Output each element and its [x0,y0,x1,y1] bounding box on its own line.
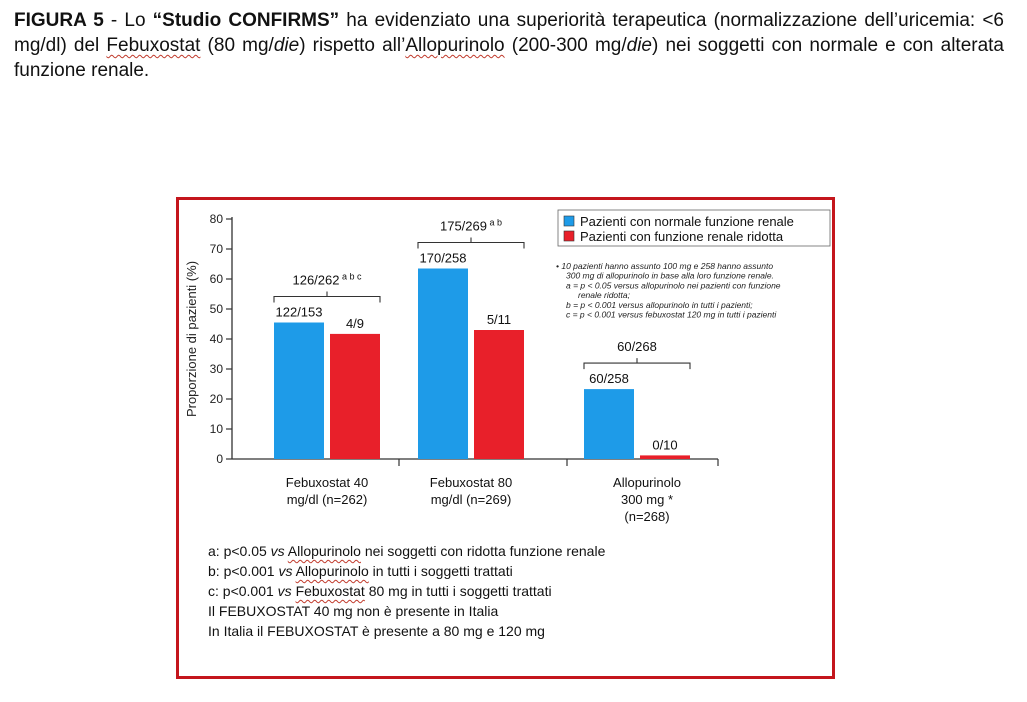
group-significance-sup: a b [486,217,503,228]
caption-text-3: ) rispetto all’ [299,35,406,56]
bar-reduced [474,330,524,459]
y-tick-label: 20 [209,392,223,406]
note-c [208,581,605,601]
bar-data-label: 170/258 [419,250,467,266]
bar-data-label: 4/9 [345,315,365,331]
caption-febuxostat: Febuxostat [106,35,201,56]
bar-reduced [330,334,380,459]
bar-data-label: 5/11 [486,312,512,327]
bar-normal [274,323,324,460]
note-line-4: Il FEBUXOSTAT 40 mg non è presente in Italia [208,603,499,619]
legend-swatch [564,231,574,241]
note-a [208,541,605,561]
chart-footnote: renale ridotta; [578,290,630,301]
caption-text-2: (80 mg/ [200,35,274,56]
chart-footnote: 300 mg di allopurinolo in base alla loro funzione renale. [566,270,774,281]
note-b [208,561,605,581]
y-tick-label: 60 [209,272,223,286]
study-name: “Studio CONFIRMS” [152,10,340,31]
bar-normal [418,269,468,460]
x-category-label: mg/dl (n=262) [286,492,368,507]
y-tick-label: 0 [216,452,223,466]
chart-footnote: b = p < 0.001 versus allopurinolo in tutti i pazienti; [566,299,753,310]
caption-dash: - Lo [103,10,153,31]
group-bracket [418,238,524,249]
x-category-label: 300 mg * [620,492,674,507]
figure-label: FIGURA 5 [14,10,104,31]
caption-text-1: ha evidenziato una superiorità terapeutica (normalizzazione dell’uricemia: <6 mg/dl) del [14,10,1004,56]
note-c-word: Febuxostat [295,583,365,599]
caption-die-2: die [626,35,652,56]
note-c-post: 80 mg in tutti i soggetti trattati [364,583,552,599]
caption-allopurinolo: Allopurinolo [405,35,505,56]
y-tick-label: 40 [209,332,223,346]
significance-notes [208,541,605,641]
note-a-vs: vs [270,543,285,559]
legend-label: Pazienti con normale funzione renale [580,214,794,229]
caption-text-4: (200-300 mg/ [504,35,627,56]
group-significance-sup: a b c [339,271,362,282]
chart-footnote: c = p < 0.001 versus febuxostat 120 mg in tutti i pazienti [566,309,777,320]
group-bracket [274,292,380,303]
group-bracket [584,358,690,369]
bar-data-label: 60/258 [589,371,629,387]
note-b-word: Allopurinolo [295,563,369,579]
note-b-vs: vs [278,563,293,579]
bar-reduced [640,455,690,459]
y-tick-label: 50 [209,302,223,316]
note-a-pre: a: p<0.05 [208,543,271,559]
y-axis-label: Proporzione di pazienti (%) [184,260,199,418]
legend-swatch [564,216,574,226]
note-b-post: in tutti i soggetti trattati [368,563,513,579]
group-total-label: 60/268 [617,339,657,355]
group-total-label: 175/269 $^{a b}$ [439,217,503,234]
note-a-word: Allopurinolo [287,543,361,559]
bar-data-label: 0/10 [652,437,678,453]
legend-label: Pazienti con funzione renale ridotta [580,229,784,244]
x-category-label: mg/dl (n=269) [430,492,512,507]
y-tick-label: 70 [209,242,223,256]
bar-data-label: 122/153 [275,304,323,320]
note-line-5: In Italia il FEBUXOSTAT è presente a 80 mg e 120 mg [208,623,545,639]
caption-die-1: die [273,35,300,56]
chart-footnote: • 10 pazienti hanno assunto 100 mg e 258 hanno assunto [556,261,774,271]
note-c-vs: vs [277,583,292,599]
y-tick-label: 30 [209,362,223,376]
chart-footnote: a = p < 0.05 versus allopurinolo nei pazienti con funzione [566,280,781,291]
y-tick-label: 80 [209,212,223,226]
group-total-label: 126/262 $^{a b c}$ [292,271,362,288]
x-category-label: Febuxostat 40 [285,475,369,490]
y-tick-label: 10 [209,422,223,436]
bar-normal [584,389,634,459]
x-category-label: (n=268) [624,509,670,524]
x-category-label: Allopurinolo [613,475,681,490]
note-b-pre: b: p<0.001 [208,563,279,579]
note-c-pre: c: p<0.001 [208,583,278,599]
x-category-label: Febuxostat 80 [429,475,513,490]
note-a-post: nei soggetti con ridotta funzione renale [360,543,606,559]
caption-text-5: ) nei soggetti con normale e con alterata funzione renale. [14,35,1005,81]
